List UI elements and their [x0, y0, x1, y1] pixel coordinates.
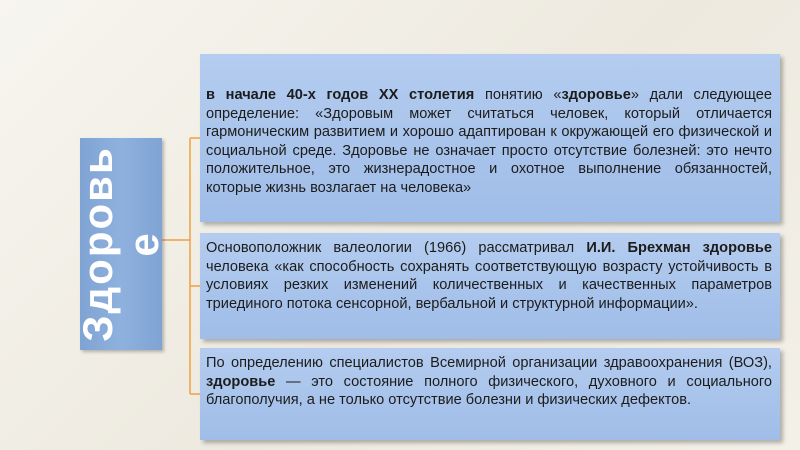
definition-3-term: здоровье: [206, 373, 276, 390]
definition-3-part-a: По определению специалистов Всемирной организации здравоохранения (ВОЗ),: [206, 355, 772, 371]
definition-1-term: здоровье: [561, 87, 631, 103]
definition-box-3: [200, 348, 780, 440]
definition-text-3: [200, 348, 780, 410]
definition-2-author: И.И. Брехман здоровье: [586, 240, 772, 256]
definition-2-part-b: человека «как способность сохранять соответствующую возрасту устойчивость в условиях резких изменений количественных и качественных параметров триединого потока сенсорной, вербальной и структурной информации».: [206, 258, 772, 312]
definition-text-1: [200, 54, 780, 198]
title-text: [75, 146, 167, 342]
definition-text-2: [200, 233, 780, 313]
definition-3-part-b: — это состояние полного физического, духовного и социального благополучия, а не только отсутствие болезни и физических дефектов.: [206, 373, 772, 409]
definition-2-part-a: Основоположник валеологии (1966) рассматривал: [206, 240, 587, 256]
definition-1-part-b: » дали следующее определение: «Здоровым может считаться человек, который отличается гармоническим развитием и хорошо адаптирован к окружающей его физической и социальной среде. Здоровье не означает просто отсутствие болезней: это нечто положительное, это жизнерадостное и охотное выполнение обязанностей, которые жизнь возлагает на человека»: [206, 87, 772, 196]
title-label: Здоровь е: [74, 146, 167, 342]
definition-box-2: [200, 233, 780, 339]
definition-1-lead: в начале 40-х годов XX столетия: [206, 87, 475, 103]
definition-box-1: [200, 54, 780, 222]
definition-1-part-a: понятию «: [474, 87, 562, 103]
